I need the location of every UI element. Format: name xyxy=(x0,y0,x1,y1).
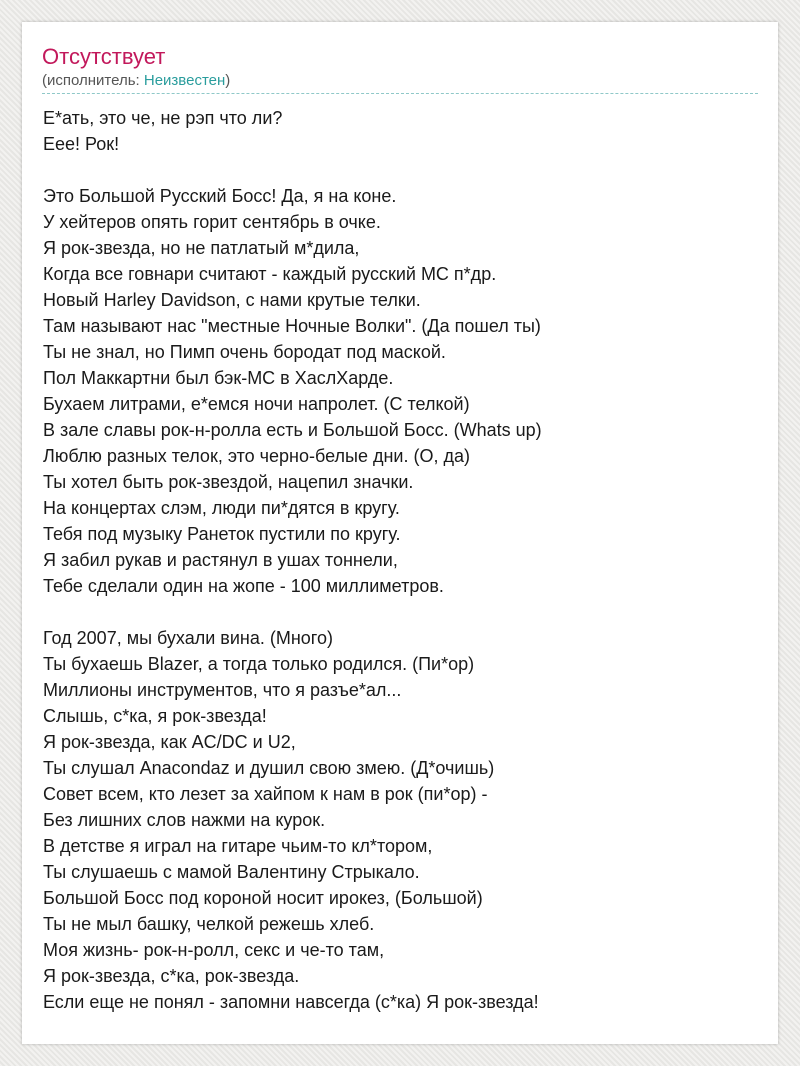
artist-line xyxy=(42,72,230,90)
lyric-line: Пол Маккартни был бэк-МС в ХаслХарде. xyxy=(43,368,394,388)
lyric-line: Ты слушал Anacondaz и душил свою змею. (Д*очишь) xyxy=(43,758,495,778)
lyrics-body xyxy=(43,105,763,1015)
lyric-line: Ты не мыл башку, челкой режешь хлеб. xyxy=(43,914,375,934)
artist-link[interactable]: Неизвестен xyxy=(143,72,226,89)
lyric-line: Я забил рукав и растянул в ушах тоннели, xyxy=(43,550,398,570)
lyric-line: Я рок-звезда, но не патлатый м*дила, xyxy=(43,238,360,258)
lyric-line: Слышь, с*ка, я рок-звезда! xyxy=(43,706,267,726)
lyric-line: Миллионы инструментов, что я разъе*ал... xyxy=(43,680,402,700)
lyric-line: Совет всем, кто лезет за хайпом к нам в рок (пи*ор) - xyxy=(43,784,488,804)
artist-suffix: ) xyxy=(225,72,231,89)
lyric-line: Ты не знал, но Пимп очень бородат под маской. xyxy=(43,342,446,362)
lyric-line: Большой Босс под короной носит ирокез, (Большой) xyxy=(43,888,483,908)
lyric-line: Тебе сделали один на жопе - 100 миллиметров. xyxy=(43,576,444,596)
title-divider xyxy=(42,93,758,94)
stanza-break xyxy=(43,599,763,625)
lyric-line: В детстве я играл на гитаре чьим-то кл*тором, xyxy=(43,836,433,856)
lyric-line: Люблю разных телок, это черно-белые дни. (О, да) xyxy=(43,446,470,466)
lyric-line: Я рок-звезда, с*ка, рок-звезда. xyxy=(43,966,300,986)
lyric-line: Тебя под музыку Ранеток пустили по кругу. xyxy=(43,524,401,544)
lyric-line: Новый Harley Davidson, с нами крутые телки. xyxy=(43,290,421,310)
lyric-line: Моя жизнь- рок-н-ролл, секс и че-то там, xyxy=(43,940,385,960)
lyric-line: Если еще не понял - запомни навсегда (с*ка) Я рок-звезда! xyxy=(43,992,539,1012)
lyric-line: Год 2007, мы бухали вина. (Много) xyxy=(43,628,333,648)
lyric-line: В зале славы рок-н-ролла есть и Большой Босс. (Whats up) xyxy=(43,420,542,440)
lyric-line: У хейтеров опять горит сентябрь в очке. xyxy=(43,212,381,232)
lyric-line: Без лишних слов нажми на курок. xyxy=(43,810,326,830)
lyric-line: Ты хотел быть рок-звездой, нацепил значки. xyxy=(43,472,414,492)
lyric-line: Ты слушаешь с мамой Валентину Стрыкало. xyxy=(43,862,420,882)
lyrics-card xyxy=(22,22,778,1044)
lyric-line: Когда все говнари считают - каждый русский МС п*др. xyxy=(43,264,497,284)
lyric-line: Там называют нас "местные Ночные Волки". (Да пошел ты) xyxy=(43,316,541,336)
artist-prefix: (исполнитель: xyxy=(42,72,144,89)
lyric-line: Еее! Рок! xyxy=(43,134,120,154)
lyric-line: Ты бухаешь Blazer, а тогда только родился. (Пи*ор) xyxy=(43,654,475,674)
lyric-line: Бухаем литрами, е*емся ночи напролет. (С телкой) xyxy=(43,394,470,414)
song-title: Отсутствует xyxy=(42,44,166,69)
lyric-line: Это Большой Русский Босс! Да, я на коне. xyxy=(43,186,397,206)
lyric-line: Я рок-звезда, как AC/DC и U2, xyxy=(43,732,296,752)
stanza-break xyxy=(43,157,763,183)
lyric-line: Е*ать, это че, не рэп что ли? xyxy=(43,108,283,128)
lyric-line: На концертах слэм, люди пи*дятся в кругу. xyxy=(43,498,400,518)
